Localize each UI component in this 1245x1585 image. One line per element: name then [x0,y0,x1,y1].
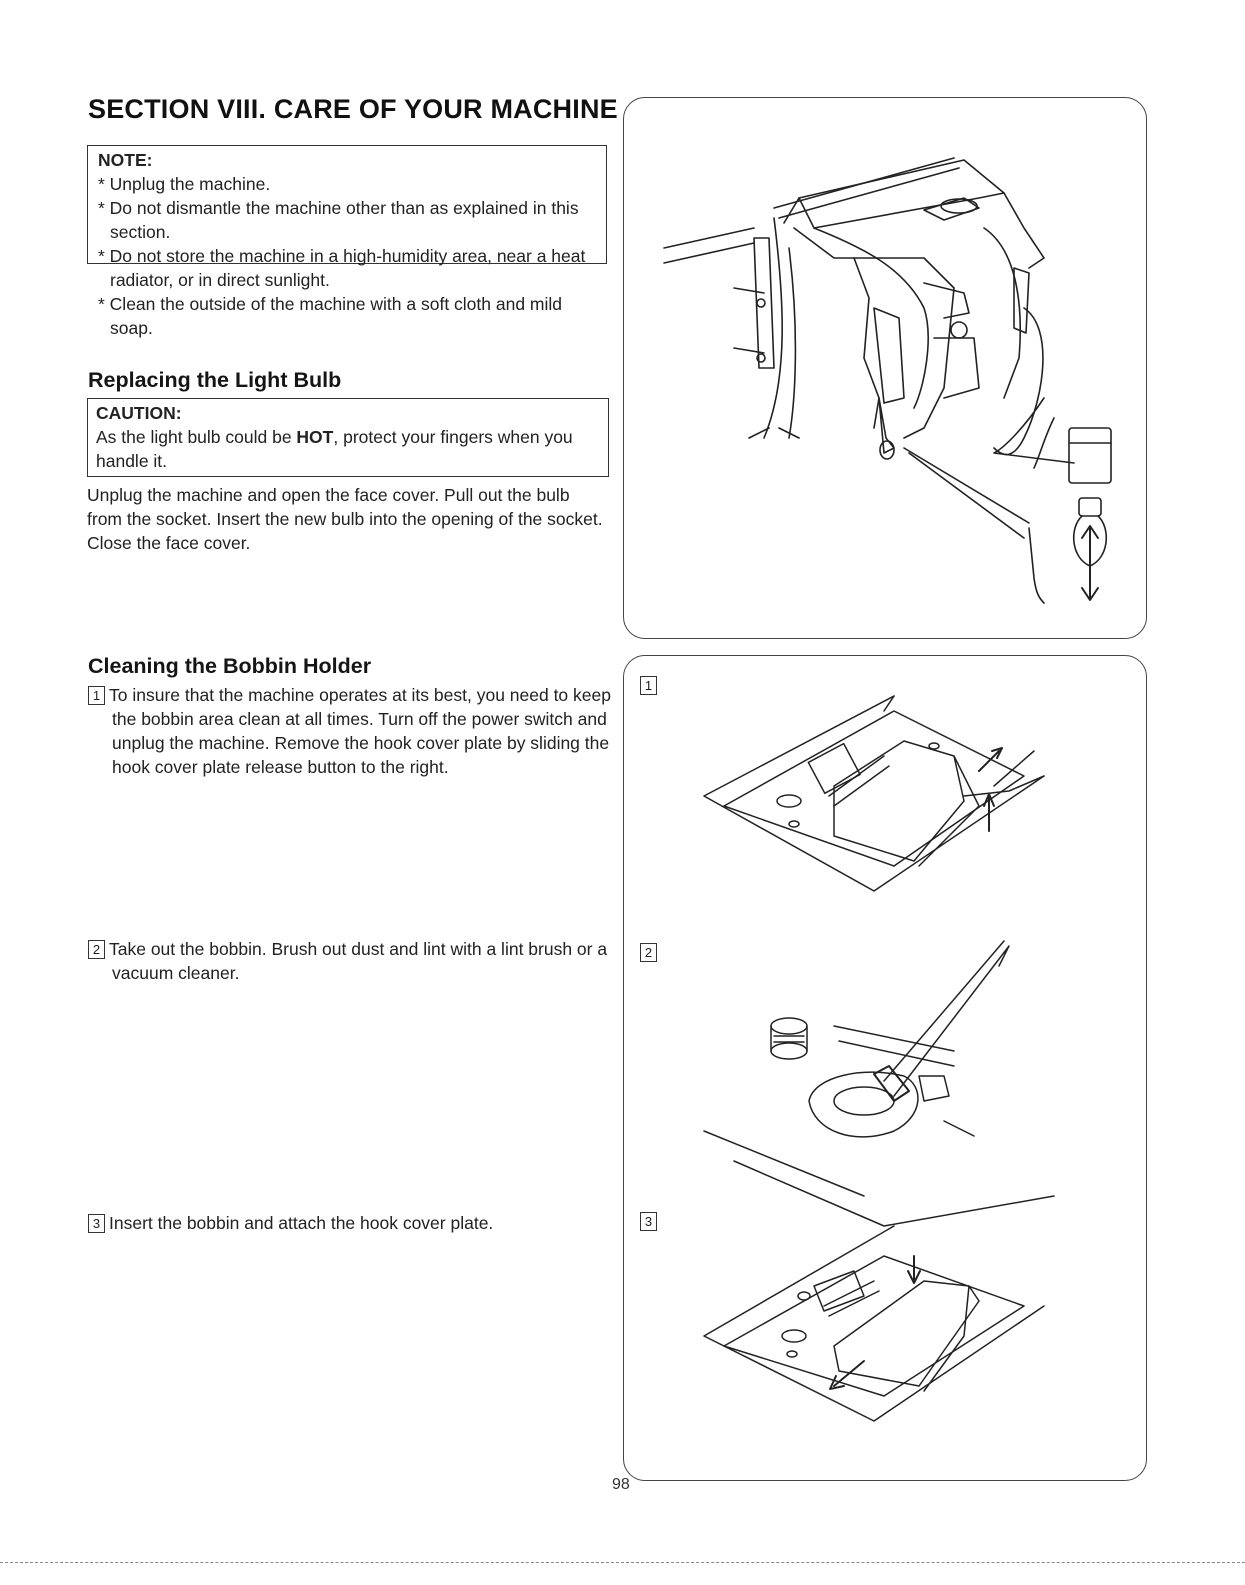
light-bulb-illustration-panel [623,97,1147,639]
figure-3-attach-cover [704,1226,1044,1421]
bobbin-step-3: 3 Insert the bobbin and attach the hook cover plate. [88,1211,632,1235]
step-number: 2 [88,940,105,959]
caution-box [87,398,609,477]
step-number: 1 [88,686,105,705]
note-item: * Do not dismantle the machine other than as explained in this section. [98,198,579,242]
figure-2-brush-lint [704,941,1054,1226]
bottom-rule [0,1562,1245,1563]
bobbin-illustrations [624,656,1146,1480]
figure-label: 3 [640,1212,657,1231]
note-box [87,145,607,338]
bobbin-step-2: 2 Take out the bobbin. Brush out dust and lint with a lint brush or a vacuum cleaner. [88,937,612,985]
note-heading: NOTE: [98,150,153,170]
bobbin-title: Cleaning the Bobbin Holder [88,654,372,678]
light-bulb-title: Replacing the Light Bulb [88,368,342,392]
figure-label: 1 [640,676,657,695]
caution-heading: CAUTION: [96,403,182,423]
bobbin-illustration-panel [623,655,1147,1481]
caution-text: As the light bulb could be HOT, protect your fingers when you handle it. [96,427,573,471]
light-bulb-instructions: Unplug the machine and open the face cover. Pull out the bulb from the socket. Insert the new bulb into the opening of the socket. Close the face cover. [87,485,603,553]
step-number: 3 [88,1214,105,1233]
caution-hot: HOT [296,427,334,447]
figure-1-remove-cover [704,696,1044,891]
note-item: * Clean the outside of the machine with a soft cloth and mild soap. [98,294,563,338]
page-number: 98 [612,1476,630,1493]
figure-label: 2 [640,943,657,962]
bobbin-step-1: 1 To insure that the machine operates at its best, you need to keep the bobbin area clean at all times. Turn off the power switch and unplug the machine. Remove the hook cover plate by sliding the hook cover plate release button to the right. [88,683,636,779]
section-title: SECTION VIII. CARE OF YOUR MACHINE [88,94,618,124]
note-item: * Unplug the machine. [98,174,271,194]
note-item: * Do not store the machine in a high-humidity area, near a heat radiator, or in direct sunlight. [98,246,586,290]
face-cover-illustration [624,98,1146,638]
